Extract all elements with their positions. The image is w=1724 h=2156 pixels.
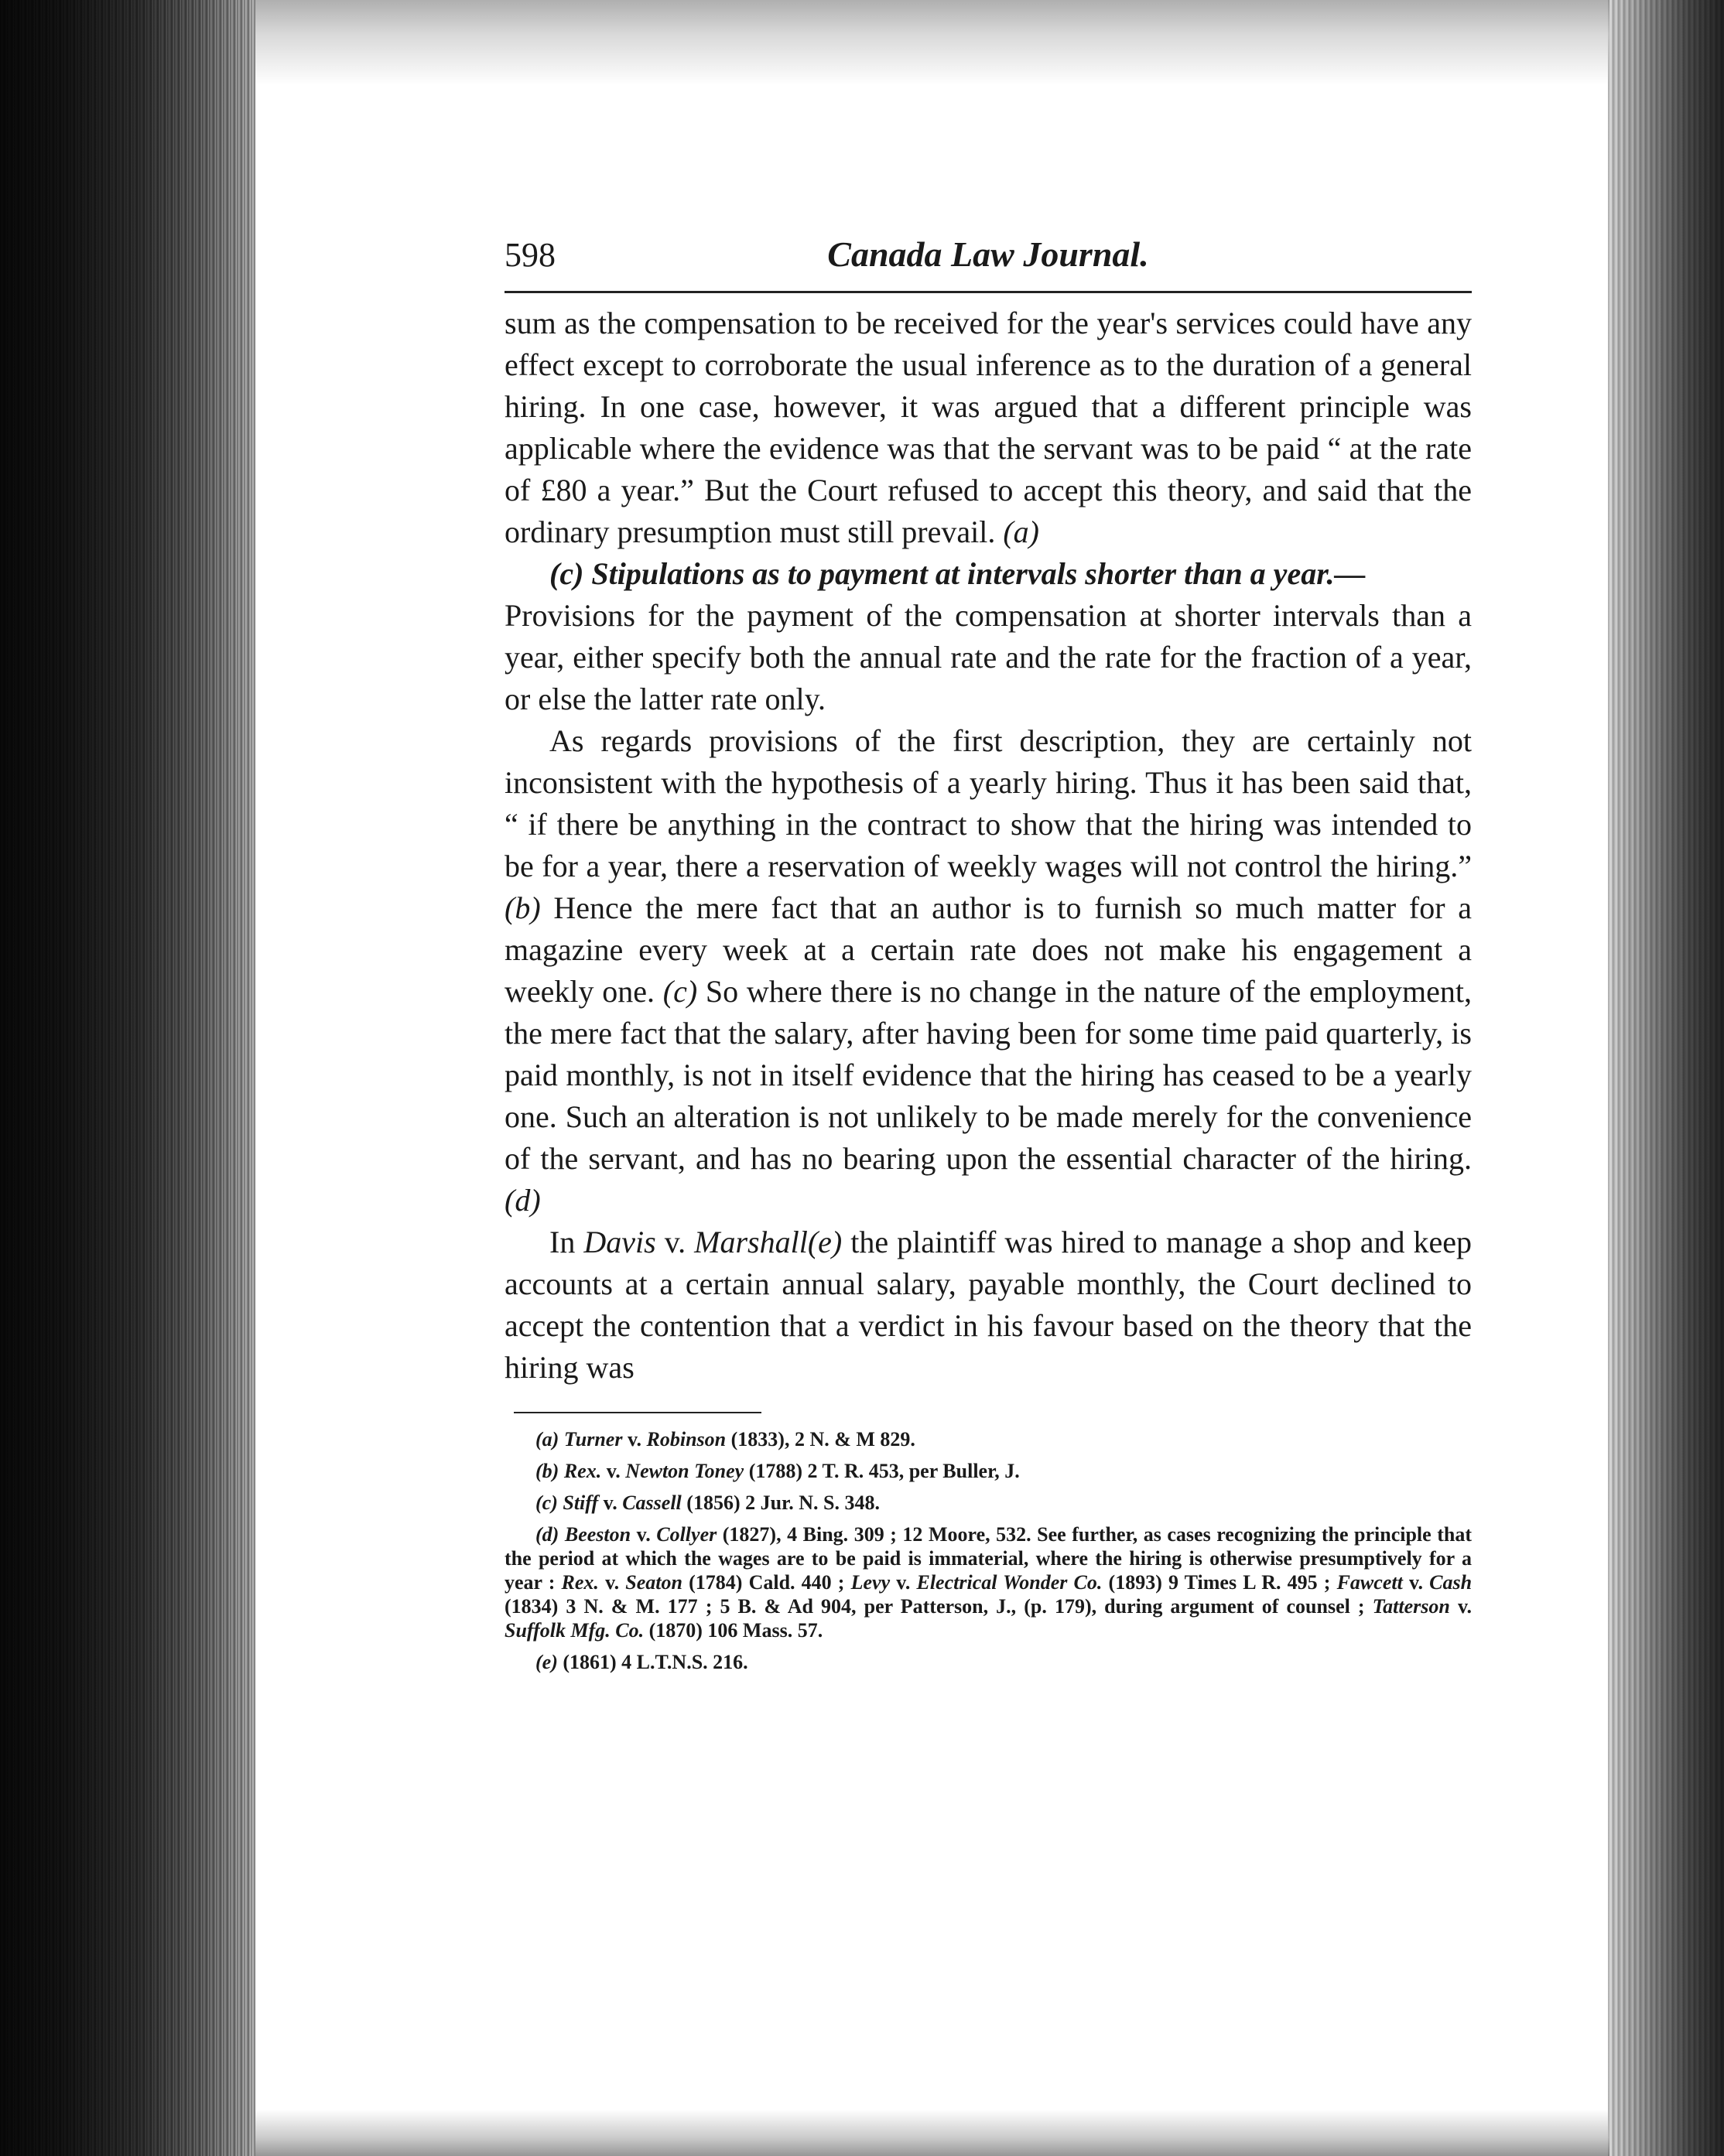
footnote-e-label: (e)	[535, 1651, 558, 1673]
footnote-c	[505, 1491, 1472, 1515]
footnote-b-label: (b)	[535, 1460, 559, 1482]
scan-edge-top	[255, 0, 1609, 85]
footnote-a-cite: (1833), 2 N. & M 829.	[730, 1428, 915, 1450]
paragraph-3	[505, 720, 1472, 1222]
footnote-d-cite5: (1870) 106 Mass. 57.	[648, 1619, 823, 1642]
footnote-d-case7: Fawcett	[1336, 1571, 1403, 1594]
footnote-d-v: v.	[636, 1523, 651, 1546]
paragraph-2-heading	[505, 553, 1472, 595]
footnote-ref-a: (a)	[1003, 514, 1039, 549]
footnote-a-v: v.	[627, 1428, 642, 1450]
footnote-d-case3: Rex.	[561, 1571, 599, 1594]
paragraph-4-text: the plaintiff was hired to manage a shop and keep accounts at a certain annual salary, payable monthly, the Court declined to accept the contention that a verdict in his favour based on the theory that the hiring was	[505, 1225, 1472, 1385]
paragraph-2-text: Provisions for the payment of the compensation at shorter intervals than a year, either specify both the annual rate and the rate for the fraction of a year, or else the latter rate only.	[505, 598, 1472, 716]
footnote-b-case: Rex.	[563, 1460, 602, 1482]
footnote-d-v2: v.	[605, 1571, 620, 1594]
paragraph-1	[505, 302, 1472, 553]
footnote-a-case: Turner	[563, 1428, 623, 1450]
footnote-d-cite1: (1827), 4 Bing. 309 ; 12 Moore, 532. See further, as cases recognizing the principle that the period at which the wages are to be paid is immaterial, where the hiring is otherwise presumptively for a year :	[505, 1523, 1472, 1594]
scan-binding-right	[1608, 0, 1724, 2156]
footnote-d-cite3: (1893) 9 Times L R. 495 ;	[1108, 1571, 1331, 1594]
footnote-d-case9: Tatterson	[1372, 1595, 1450, 1618]
paragraph-3-text-c: So where there is no change in the nature of the employment, the mere fact that the salary, after having been for some time paid quarterly, is paid monthly, is not in itself evidence that the hiring has ceased to be a yearly one. Such an alteration is not unlikely to be made merely for the convenience of the servant, and has no bearing upon the essential character of the hiring.	[505, 974, 1473, 1176]
footnote-a-case2: Robinson	[646, 1428, 727, 1450]
footnote-d-case4: Seaton	[625, 1571, 682, 1594]
footnote-d-v3: v.	[896, 1571, 911, 1594]
paragraph-4	[505, 1222, 1472, 1389]
footnote-b-cite: (1788) 2 T. R. 453, per Buller, J.	[748, 1460, 1020, 1482]
footnote-d-case6: Electrical Wonder Co.	[916, 1571, 1103, 1594]
footnote-divider	[514, 1412, 761, 1413]
footnote-d-case5: Levy	[850, 1571, 891, 1594]
footnote-b-v: v.	[606, 1460, 621, 1482]
footnote-b	[505, 1459, 1472, 1483]
case-name-davis: Davis	[583, 1225, 656, 1259]
footnote-e-cite: (1861) 4 L.T.N.S. 216.	[563, 1651, 748, 1673]
footnote-a	[505, 1427, 1472, 1451]
page-number: 598	[505, 236, 556, 274]
footnote-ref-b: (b)	[505, 890, 541, 925]
paragraph-4-in: In	[549, 1225, 576, 1259]
body-text	[505, 302, 1472, 1389]
paragraph-4-v: v.	[664, 1225, 686, 1259]
footnote-d-case8: Cash	[1429, 1571, 1473, 1594]
running-head	[505, 232, 1472, 293]
footnote-d-v4: v.	[1408, 1571, 1424, 1594]
footnote-d-case2: Collyer	[656, 1523, 717, 1546]
footnote-b-case2: Newton Toney	[625, 1460, 744, 1482]
scan-binding-left	[0, 0, 255, 2156]
journal-title: Canada Law Journal.	[827, 234, 1149, 274]
footnote-d-case10: Suffolk Mfg. Co.	[505, 1619, 645, 1642]
paragraph-3-text-b: Hence the mere fact that an author is to furnish so much matter for a magazine every week at a certain rate does not make his engagement a weekly one.	[505, 890, 1473, 1009]
footnote-c-label: (c)	[535, 1491, 558, 1514]
footnote-c-v: v.	[603, 1491, 617, 1514]
section-heading: (c) Stipulations as to payment at intervals shorter than a year.—	[549, 556, 1366, 591]
footnote-d-cite2: (1784) Cald. 440 ;	[689, 1571, 845, 1594]
footnote-c-case: Stiff	[563, 1491, 599, 1514]
paragraph-2	[505, 595, 1472, 720]
case-name-marshall: Marshall	[694, 1225, 808, 1259]
footnotes	[505, 1427, 1472, 1674]
scan-edge-bottom	[255, 2110, 1609, 2156]
paragraph-1-text: sum as the compensation to be received for the year's services could have any effect except to corroborate the usual inference as to the duration of a general hiring. In one case, however, it was argued that a different principle was applicable where the evidence was that the servant was to be paid “ at the rate of £80 a year.” But the Court refused to accept this theory, and said that the ordinary presumption must still prevail.	[505, 306, 1472, 549]
footnote-c-cite: (1856) 2 Jur. N. S. 348.	[686, 1491, 880, 1514]
footnote-d	[505, 1522, 1472, 1642]
footnote-ref-d: (d)	[505, 1183, 541, 1218]
document-page	[505, 232, 1472, 1682]
footnote-ref-c: (c)	[662, 974, 698, 1009]
footnote-d-cite4: (1834) 3 N. & M. 177 ; 5 B. & Ad 904, per Patterson, J., (p. 179), during argument of counsel ;	[505, 1595, 1365, 1618]
footnote-ref-e: (e)	[807, 1225, 843, 1259]
footnote-c-case2: Cassell	[622, 1491, 682, 1514]
paragraph-3-text-a: As regards provisions of the first description, they are certainly not inconsistent with the hypothesis of a yearly hiring. Thus it has been said that, “ if there be anything in the contract to show that the hiring was intended to be for a year, there a reservation of weekly wages will not control the hiring.”	[505, 723, 1472, 883]
footnote-d-case: Beeston	[564, 1523, 631, 1546]
footnote-d-label: (d)	[535, 1523, 559, 1546]
footnote-a-label: (a)	[535, 1428, 559, 1450]
footnote-d-v5: v.	[1457, 1595, 1473, 1618]
footnote-e	[505, 1650, 1472, 1674]
